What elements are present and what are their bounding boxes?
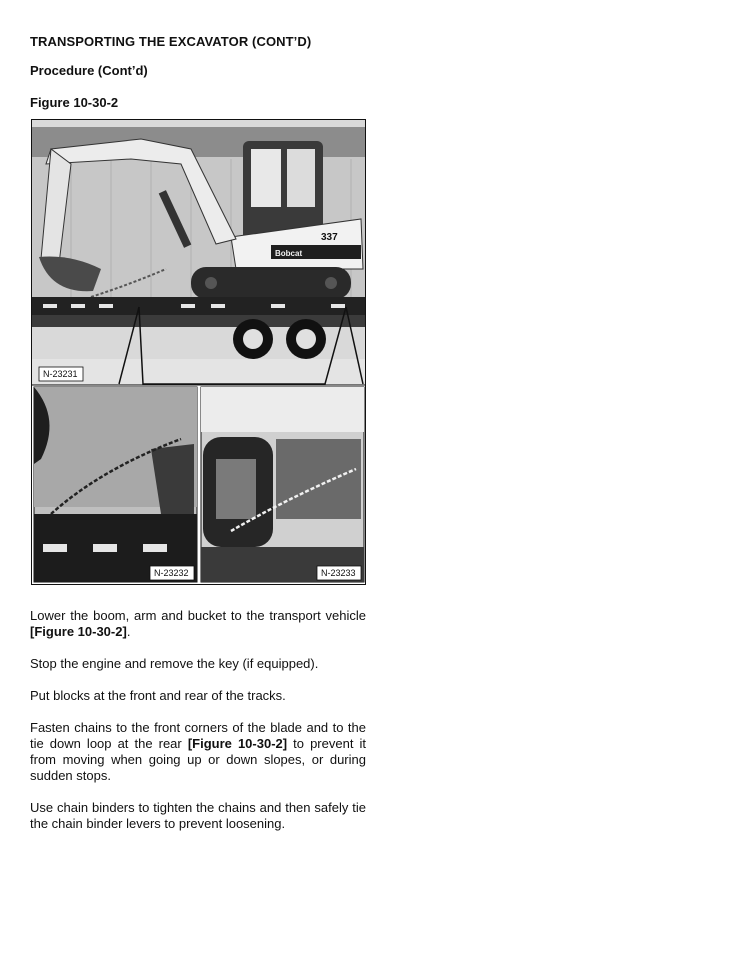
brand-decal: Bobcat	[275, 249, 303, 258]
photo-label-n23231: N-23231	[43, 369, 78, 379]
instruction-text: Lower the boom, arm and bucket to the transport vehicle	[30, 608, 366, 623]
photo-label-n23233: N-23233	[321, 568, 356, 578]
photo-rear-track-chain	[201, 387, 364, 582]
figure-label: Figure 10-30-2	[30, 95, 119, 110]
photo-excavator-on-trailer	[32, 120, 365, 385]
instruction-fasten-chains	[30, 720, 366, 784]
photo-label-n23232: N-23232	[154, 568, 189, 578]
procedure-subtitle: Procedure (Cont’d)	[30, 63, 148, 78]
photo-front-blade-chain	[34, 387, 197, 582]
instruction-text-end: .	[126, 624, 131, 639]
model-number: 337	[321, 232, 338, 243]
figure-10-30-2	[31, 119, 366, 585]
figure-reference: [Figure 10-30-2]	[187, 736, 288, 751]
section-title: TRANSPORTING THE EXCAVATOR (CONT’D)	[30, 34, 312, 49]
instruction-text-end: to prevent it from moving when going up or down slopes, or during sudden stops.	[30, 736, 367, 783]
instruction-stop-engine: Stop the engine and remove the key (if equipped).	[30, 656, 319, 671]
instruction-lower-boom	[30, 608, 366, 640]
instruction-block-tracks: Put blocks at the front and rear of the tracks.	[30, 688, 286, 703]
instruction-chain-binders: Use chain binders to tighten the chains and then safely tie the chain binder levers to prevent loosening.	[30, 800, 366, 831]
instruction-text: Fasten chains to the front corners of the blade and to the tie down loop at the rear	[30, 720, 366, 751]
figure-reference: [Figure 10-30-2]	[30, 624, 127, 639]
